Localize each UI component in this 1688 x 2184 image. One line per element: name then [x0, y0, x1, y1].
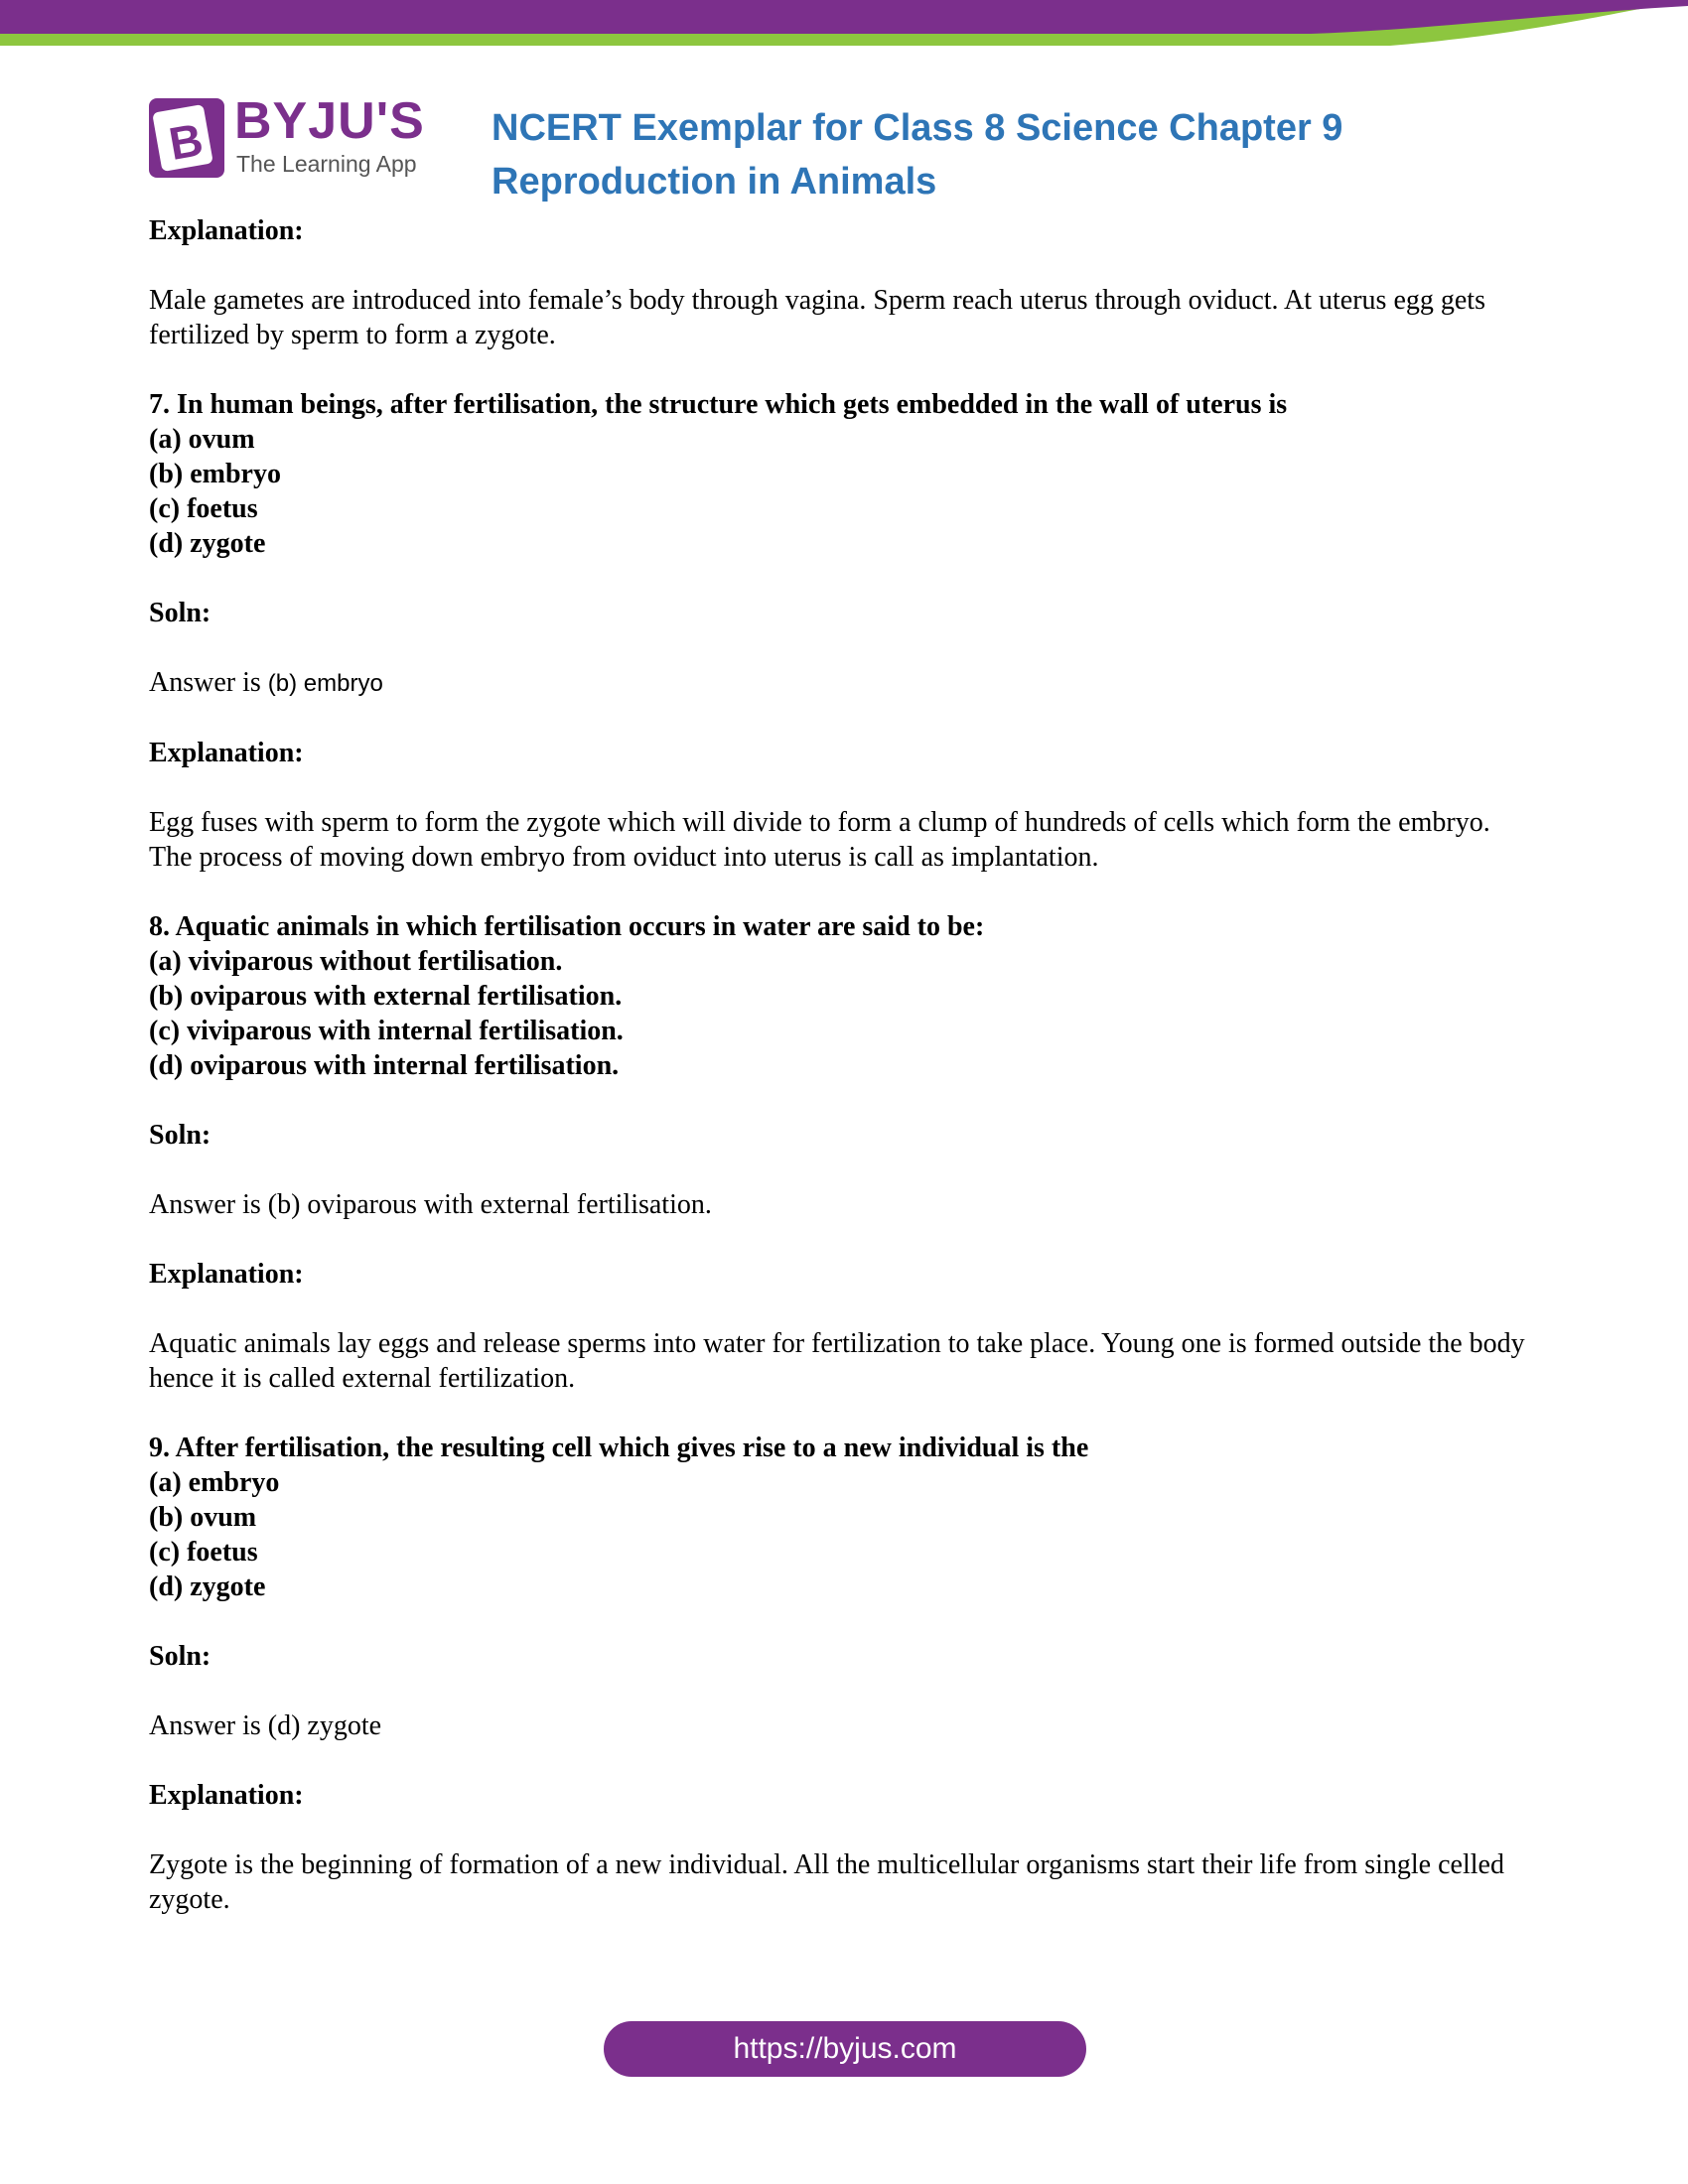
soln-label: Soln:: [149, 1641, 211, 1672]
answer-line: Answer is (b) oviparous with external fertilisation.: [149, 1189, 712, 1220]
question-text: 7. In human beings, after fertilisation, the structure which gets embedded in the wall of uterus is: [149, 389, 1288, 420]
question-text: 8. Aquatic animals in which fertilisation occurs in water are said to be:: [149, 911, 985, 942]
soln-label: Soln:: [149, 1120, 211, 1151]
b-letter-icon: [149, 98, 224, 178]
explanation-text: Zygote is the beginning of formation of a new individual. All the multicellular organisms start their life from single celled zygote.: [149, 1849, 1504, 1915]
explanation-heading: Explanation:: [149, 738, 304, 768]
option: (c) viviparous with internal fertilisation.: [149, 1016, 624, 1046]
explanation-text: Male gametes are introduced into female’s body through vagina. Sperm reach uterus through oviduct. At uterus egg gets fertilized by sperm to form a zygote.: [149, 285, 1485, 350]
option: (d) oviparous with internal fertilisation.: [149, 1050, 620, 1081]
option: (a) ovum: [149, 424, 255, 455]
byjus-logo-mark: [149, 98, 224, 178]
brand-tagline: The Learning App: [236, 151, 417, 177]
page-title: NCERT Exemplar for Class 8 Science Chapter 9 Reproduction in Animals: [492, 107, 1343, 203]
top-banner-stripes: [0, 0, 1688, 60]
option: (c) foetus: [149, 1537, 258, 1568]
explanation-heading: Explanation:: [149, 1259, 304, 1290]
answer-prefix: Answer is: [149, 667, 261, 698]
option: (b) oviparous with external fertilisation.: [149, 981, 623, 1012]
option: (c) foetus: [149, 493, 258, 524]
brand-name: BYJU'S: [234, 92, 425, 150]
answer-line: [149, 665, 1539, 701]
option: (a) viviparous without fertilisation.: [149, 946, 563, 977]
document-header: [149, 92, 1589, 214]
answer-value: (b) embryo: [267, 670, 383, 697]
option: (d) zygote: [149, 528, 266, 559]
top-banner: [0, 0, 1688, 60]
option: (a) embryo: [149, 1467, 280, 1498]
explanation-text: Egg fuses with sperm to form the zygote which will divide to form a clump of hundreds of cells which form the embryo. The process of moving down embryo from oviduct into uterus is call as implantation.: [149, 807, 1490, 873]
explanation-text: Aquatic animals lay eggs and release sperms into water for fertilization to take place. Young one is formed outside the body hence it is called external fertilization.: [149, 1328, 1525, 1394]
option: (b) embryo: [149, 459, 281, 489]
explanation-heading: Explanation:: [149, 1780, 304, 1811]
document-body: [149, 213, 1539, 1917]
logo-letter: B: [165, 112, 208, 170]
question-text: 9. After fertilisation, the resulting cell which gives rise to a new individual is the: [149, 1433, 1089, 1463]
option: (d) zygote: [149, 1571, 266, 1602]
answer-line: Answer is (d) zygote: [149, 1710, 382, 1741]
byjus-logo[interactable]: [149, 92, 447, 185]
footer-url-link[interactable]: https://byjus.com: [604, 2021, 1086, 2077]
option: (b) ovum: [149, 1502, 257, 1533]
soln-label: Soln:: [149, 598, 211, 628]
explanation-heading: Explanation:: [149, 215, 304, 246]
